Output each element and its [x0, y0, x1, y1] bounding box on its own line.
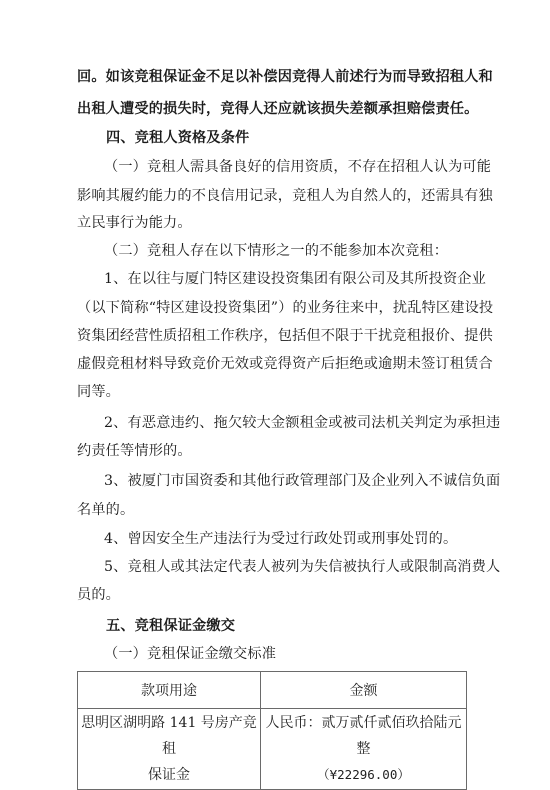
- paragraph-line: 4、曾因安全生产违法行为受过行政处罚或刑事处罚的。: [104, 531, 458, 547]
- column-header-purpose: 款项用途: [78, 672, 261, 709]
- paragraph-line: 名单的。: [77, 502, 135, 518]
- column-header-amount: 金额: [261, 672, 467, 709]
- paragraph-line: 虚假竞租材料导致竞价无效或竞得资产后拒绝或逾期未签订租赁合: [77, 356, 493, 372]
- paragraph-line: 同等。: [77, 384, 121, 400]
- paragraph-line: （一）竞租保证金缴交标准: [104, 646, 277, 662]
- paragraph-line: 立民事行为能力。: [77, 215, 192, 231]
- section-heading: 五、竞租保证金缴交: [106, 618, 236, 634]
- table-header-row: [78, 672, 467, 709]
- paragraph-line: 资集团经营性质招租工作秩序，包括但不限于干扰竞租报价、提供: [77, 328, 493, 344]
- paragraph-line: 出租人遭受的损失时，竞得人还应就该损失差额承担赔偿责任。: [77, 101, 479, 117]
- paragraph-line: （二）竞租人存在以下情形之一的不能参加本次竞租：: [104, 243, 449, 259]
- cell-purpose: [78, 709, 261, 790]
- table-row: [78, 709, 467, 790]
- paragraph-line: 员的。: [77, 587, 121, 603]
- paragraph-line: 5、竞租人或其法定代表人被列为失信被执行人或限制高消费人: [104, 559, 501, 575]
- paragraph-line: 1、在以往与厦门特区建设投资集团有限公司及其所投资企业: [104, 271, 486, 287]
- paragraph-line: 2、有恶意违约、拖欠较大金额租金或被司法机关判定为承担违: [104, 415, 501, 431]
- purpose-line-1: 思明区湖明路 141 号房产竞租: [81, 715, 257, 757]
- section-heading: 四、竞租人资格及条件: [106, 130, 250, 146]
- amount-line-1: 人民币：贰万贰仟贰佰玖拾陆元整: [265, 715, 462, 757]
- purpose-line-2: 保证金: [148, 767, 190, 783]
- paragraph-line: 3、被厦门市国资委和其他行政管理部门及企业列入不诚信负面: [104, 473, 501, 489]
- paragraph-line: 回。如该竞租保证金不足以补偿因竞得人前述行为而导致招租人和: [77, 69, 493, 85]
- cell-amount: [261, 709, 467, 790]
- paragraph-line: （一）竞租人需具备良好的信用资质，不存在招租人认为可能: [104, 159, 492, 175]
- paragraph-line: 约责任等情形的。: [77, 443, 192, 459]
- paragraph-line: 影响其履约能力的不良信用记录，竞租人为自然人的，还需具有独: [77, 188, 493, 204]
- amount-line-2: （¥22296.00）: [317, 767, 410, 782]
- paragraph-line: （以下简称“特区建设投资集团”）的业务往来中，扰乱特区建设投: [77, 300, 494, 316]
- deposit-table: [77, 671, 467, 790]
